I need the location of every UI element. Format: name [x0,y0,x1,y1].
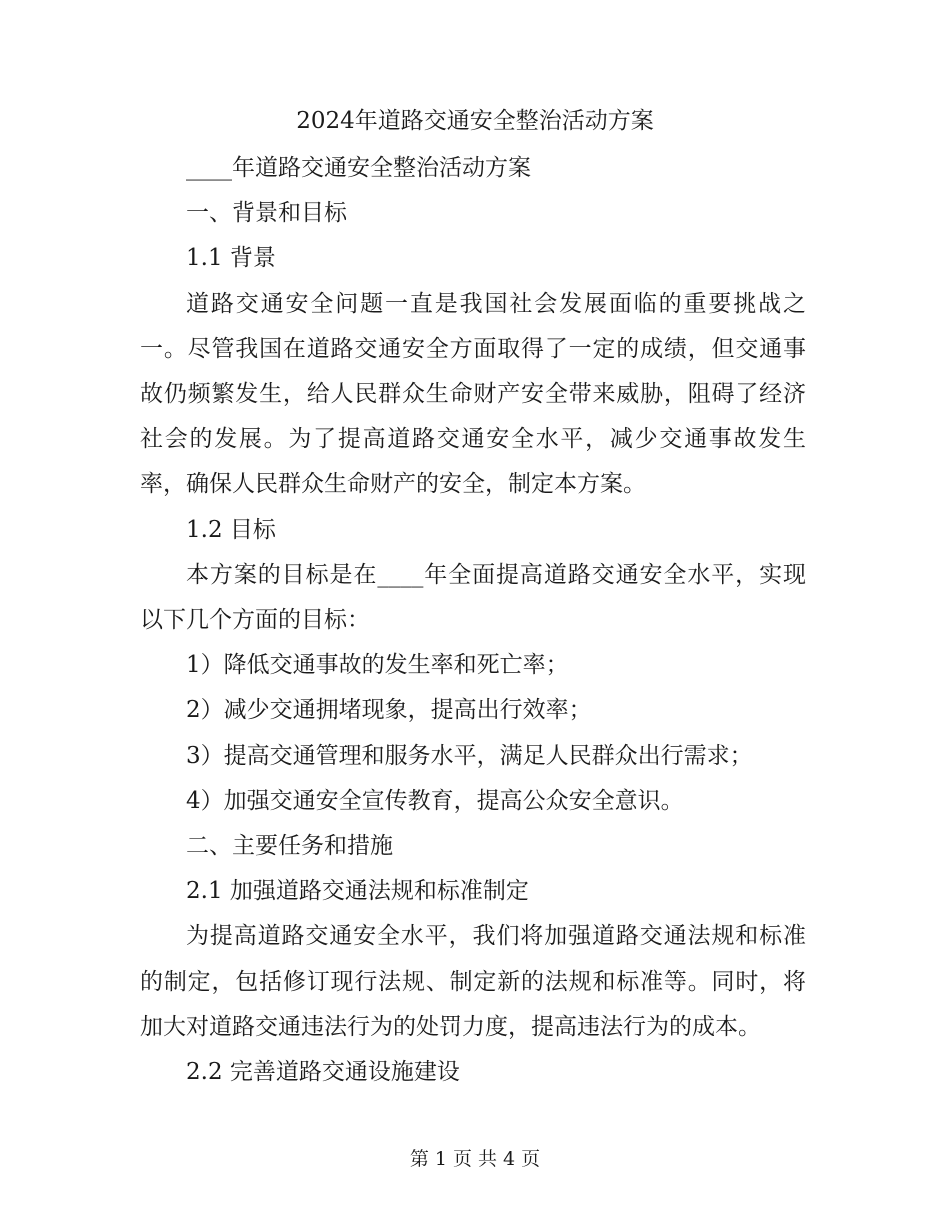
subsection-heading-2-1: 2.1 加强道路交通法规和标准制定 [186,878,529,905]
goal-item-3: 3）提高交通管理和服务水平，满足人民群众出行需求； [186,742,753,769]
subsection-heading-1-1: 1.1 背景 [186,245,276,272]
section-heading-2: 二、主要任务和措施 [186,833,393,860]
goal-intro-paragraph: 本方案的目标是在____年全面提高道路交通安全水平，实现以下几个方面的目标： [140,561,806,634]
subsection-heading-2-2: 2.2 完善道路交通设施建设 [186,1059,460,1086]
document-body [140,146,806,1095]
background-paragraph: 道路交通安全问题一直是我国社会发展面临的重要挑战之一。尽管我国在道路交通安全方面取得了一定的成绩，但交通事故仍频繁发生，给人民群众生命财产安全带来威胁，阻碍了经济社会的发展。为了提高道路交通安全水平，减少交通事故发生率，确保人民群众生命财产的安全，制定本方案。 [140,290,806,498]
goal-item-4: 4）加强交通安全宣传教育，提高公众安全意识。 [186,787,684,814]
subsection-heading-1-2: 1.2 目标 [186,516,276,543]
regulation-paragraph: 为提高道路交通安全水平，我们将加强道路交通法规和标准的制定，包括修订现行法规、制定新的法规和标准等。同时，将加大对道路交通违法行为的处罚力度，提高违法行为的成本。 [140,923,806,1040]
document-title: 2024年道路交通安全整治活动方案 [296,108,654,134]
subtitle-paragraph: ____年道路交通安全整治活动方案 [186,155,531,181]
goal-item-1: 1）降低交通事故的发生率和死亡率； [186,652,569,679]
goal-item-2: 2）减少交通拥堵现象，提高出行效率； [186,697,592,724]
section-heading-1: 一、背景和目标 [186,200,347,227]
page-footer: 第 1 页 共 4 页 [409,1148,541,1170]
